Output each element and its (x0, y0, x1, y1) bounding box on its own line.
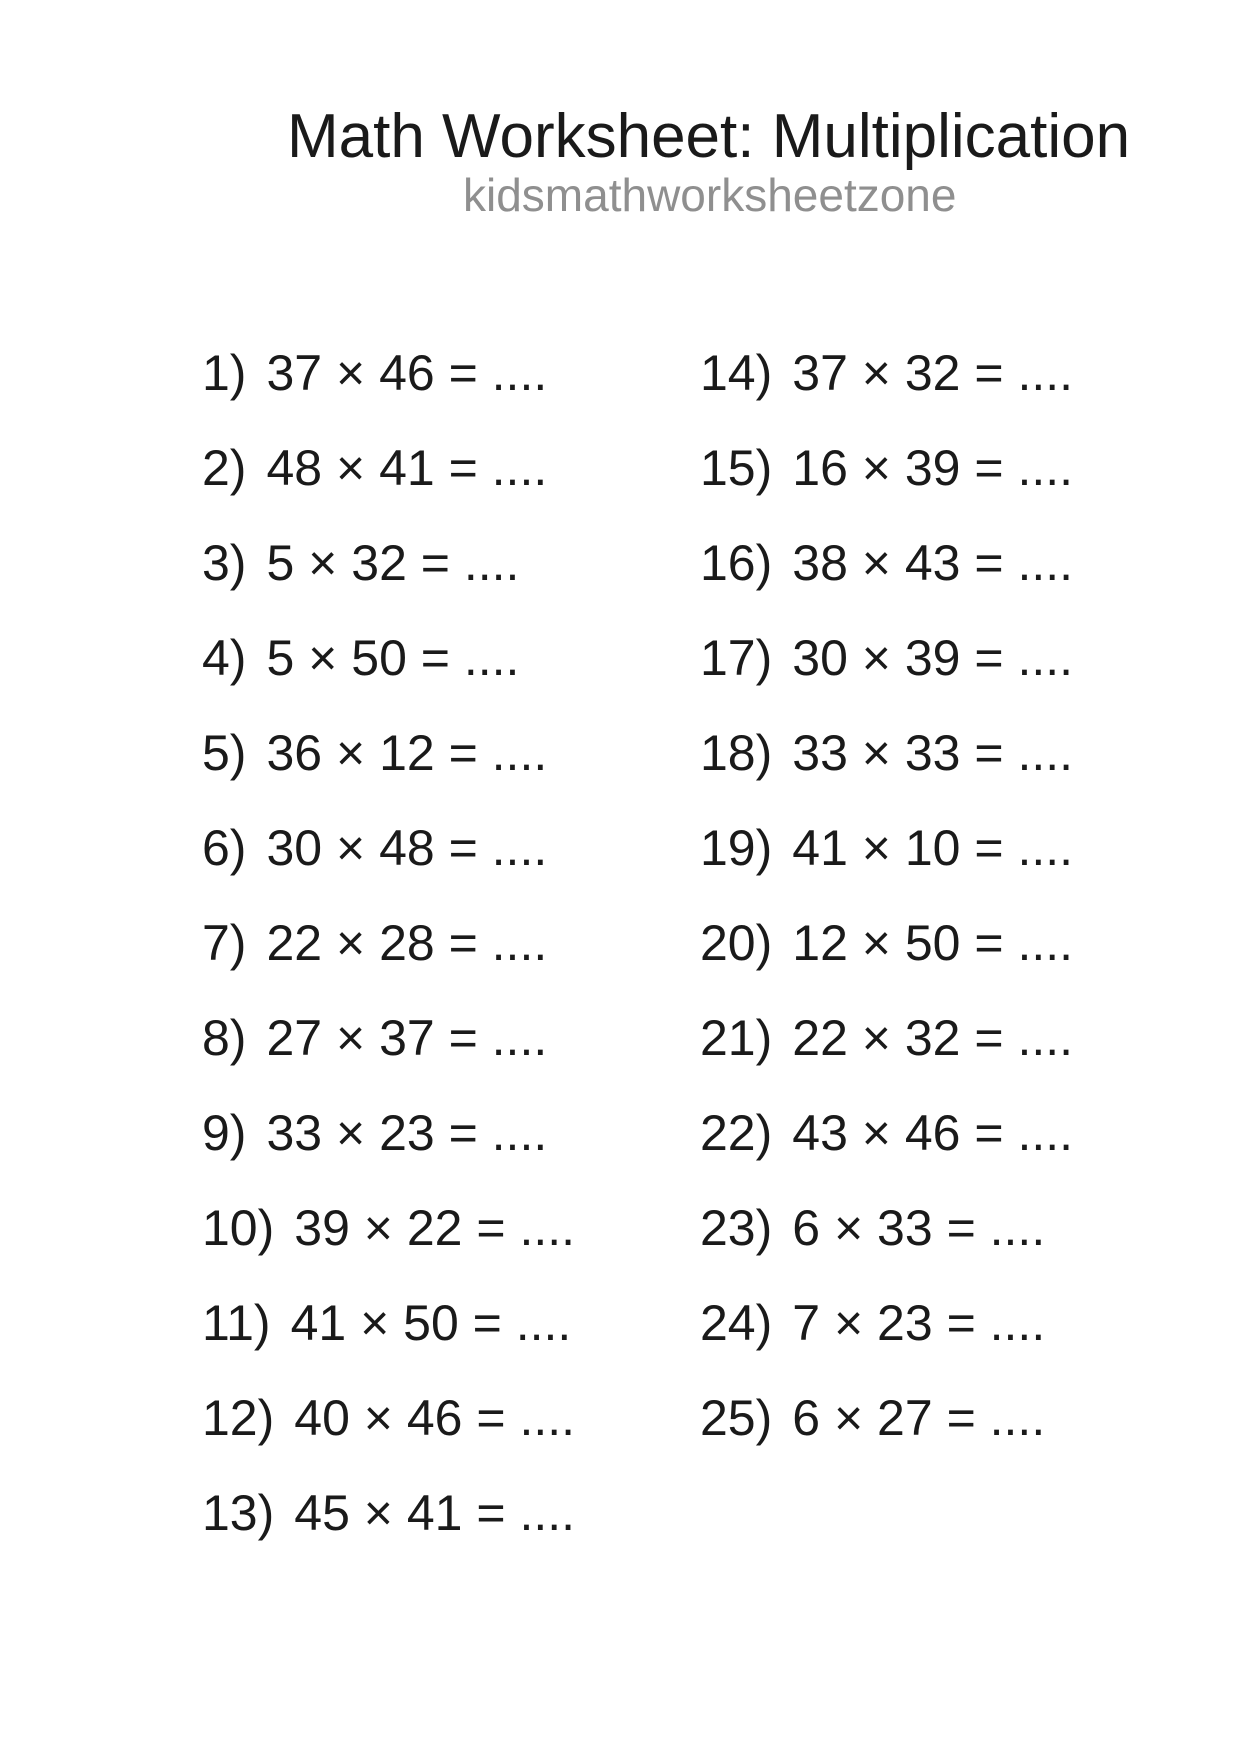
problem-number: 18) (700, 725, 773, 781)
problem-row-10 (202, 1181, 575, 1276)
problem-number: 7) (202, 915, 247, 971)
problem-number: 1) (202, 345, 247, 401)
problem-expression: 6 × 27 = .... (792, 1390, 1046, 1446)
problem-number: 15) (700, 440, 773, 496)
problems-column-right (700, 326, 1073, 1466)
problem-row-8 (202, 991, 575, 1086)
problem-row-9 (202, 1086, 575, 1181)
problem-expression: 45 × 41 = .... (294, 1485, 576, 1541)
problem-number: 3) (202, 535, 247, 591)
problem-expression: 5 × 50 = .... (266, 630, 520, 686)
problem-number: 21) (700, 1010, 773, 1066)
problem-row-17 (700, 611, 1073, 706)
page-title: Math Worksheet: Multiplication (287, 102, 1131, 171)
problem-row-2 (202, 421, 575, 516)
problem-row-6 (202, 801, 575, 896)
page-subtitle: kidsmathworksheetzone (463, 169, 957, 221)
problem-row-23 (700, 1181, 1073, 1276)
problem-number: 13) (202, 1485, 275, 1541)
problem-expression: 12 × 50 = .... (792, 915, 1074, 971)
problem-row-21 (700, 991, 1073, 1086)
problem-row-12 (202, 1371, 575, 1466)
problem-number: 11) (202, 1295, 271, 1351)
problem-number: 20) (700, 915, 773, 971)
problem-expression: 22 × 32 = .... (792, 1010, 1074, 1066)
problem-expression: 41 × 10 = .... (792, 820, 1074, 876)
problem-expression: 5 × 32 = .... (266, 535, 520, 591)
problem-number: 5) (202, 725, 247, 781)
problem-row-3 (202, 516, 575, 611)
problem-number: 4) (202, 630, 247, 686)
problem-number: 24) (700, 1295, 773, 1351)
problem-expression: 27 × 37 = .... (266, 1010, 548, 1066)
problem-expression: 22 × 28 = .... (266, 915, 548, 971)
problem-number: 8) (202, 1010, 247, 1066)
problem-expression: 37 × 46 = .... (266, 345, 548, 401)
problem-number: 6) (202, 820, 247, 876)
problem-row-18 (700, 706, 1073, 801)
problem-row-19 (700, 801, 1073, 896)
problem-expression: 30 × 48 = .... (266, 820, 548, 876)
problem-row-11 (202, 1276, 575, 1371)
problem-row-25 (700, 1371, 1073, 1466)
problem-row-15 (700, 421, 1073, 516)
problem-number: 19) (700, 820, 773, 876)
problem-number: 23) (700, 1200, 773, 1256)
problem-row-13 (202, 1466, 575, 1561)
problem-number: 16) (700, 535, 773, 591)
problem-expression: 40 × 46 = .... (294, 1390, 576, 1446)
problem-row-24 (700, 1276, 1073, 1371)
problem-row-7 (202, 896, 575, 991)
problem-expression: 36 × 12 = .... (266, 725, 548, 781)
problem-expression: 37 × 32 = .... (792, 345, 1074, 401)
problem-row-16 (700, 516, 1073, 611)
problem-number: 10) (202, 1200, 275, 1256)
problem-row-5 (202, 706, 575, 801)
problems-column-left (202, 326, 575, 1561)
problem-expression: 39 × 22 = .... (294, 1200, 576, 1256)
problem-number: 22) (700, 1105, 773, 1161)
problem-number: 12) (202, 1390, 275, 1446)
problem-expression: 38 × 43 = .... (792, 535, 1074, 591)
problem-expression: 41 × 50 = .... (290, 1295, 572, 1351)
problem-expression: 33 × 33 = .... (792, 725, 1074, 781)
problem-number: 17) (700, 630, 773, 686)
problem-row-1 (202, 326, 575, 421)
problem-row-22 (700, 1086, 1073, 1181)
problem-number: 9) (202, 1105, 247, 1161)
problem-number: 14) (700, 345, 773, 401)
problem-expression: 30 × 39 = .... (792, 630, 1074, 686)
problem-number: 25) (700, 1390, 773, 1446)
problem-expression: 48 × 41 = .... (266, 440, 548, 496)
problem-expression: 33 × 23 = .... (266, 1105, 548, 1161)
problem-expression: 43 × 46 = .... (792, 1105, 1074, 1161)
problem-expression: 7 × 23 = .... (792, 1295, 1046, 1351)
problem-expression: 16 × 39 = .... (792, 440, 1074, 496)
problem-row-20 (700, 896, 1073, 991)
problem-row-4 (202, 611, 575, 706)
problem-row-14 (700, 326, 1073, 421)
problem-number: 2) (202, 440, 247, 496)
problem-expression: 6 × 33 = .... (792, 1200, 1046, 1256)
